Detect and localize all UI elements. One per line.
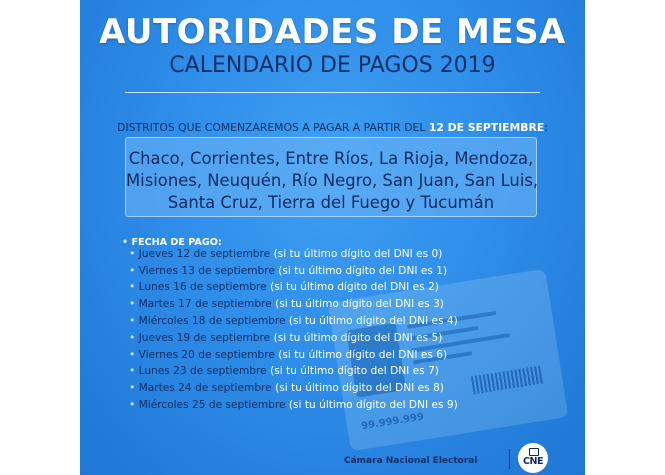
card-number: 99.999.999 (360, 411, 425, 433)
bullet: • (129, 315, 136, 327)
poster-title: AUTORIDADES DE MESA (99, 12, 566, 52)
intro-text (80, 121, 585, 134)
intro-lead: DISTRITOS QUE COMENZAREMOS A PAGAR A PARTIR DEL (117, 121, 429, 134)
schedule-note: (si tu último dígito del DNI es 7) (270, 365, 439, 377)
schedule-row (129, 263, 447, 279)
payment-date-text: FECHA DE PAGO: (131, 237, 222, 248)
divider (125, 92, 540, 93)
schedule-day: Martes 17 de septiembre (138, 298, 272, 310)
schedule-note: (si tu último dígito del DNI es 2) (270, 281, 439, 293)
ballot-box-icon (529, 448, 539, 456)
bullet: • (129, 281, 136, 293)
schedule-note: (si tu último dígito del DNI es 5) (273, 332, 443, 344)
poster (80, 0, 585, 475)
footer-organization: Cámara Nacional Electoral (344, 456, 478, 466)
schedule-note: (si tu último dígito del DNI es 3) (275, 298, 444, 310)
bullet: • (129, 248, 136, 260)
provinces-line: Santa Cruz, Tierra del Fuego y Tucumán (167, 193, 495, 212)
provinces-box (125, 137, 537, 217)
schedule-day: Lunes 16 de septiembre (138, 281, 267, 293)
schedule-day: Viernes 20 de septiembre (138, 349, 275, 361)
schedule-day: Viernes 13 de septiembre (138, 265, 275, 277)
logo-text: CNE (523, 456, 543, 467)
schedule-row (129, 296, 444, 312)
schedule-note: (si tu último dígito del DNI es 8) (275, 382, 444, 394)
schedule-row (129, 347, 447, 363)
schedule-row (129, 380, 444, 396)
intro-date: 12 DE SEPTIEMBRE (428, 121, 545, 134)
schedule-row (129, 330, 442, 346)
schedule-row (129, 397, 458, 413)
schedule-note: (si tu último dígito del DNI es 6) (278, 349, 448, 361)
bullet: • (122, 237, 129, 248)
schedule-day: Lunes 23 de septiembre (138, 365, 267, 377)
bullet: • (129, 298, 136, 310)
schedule-row (129, 246, 442, 262)
schedule-row (129, 313, 458, 329)
bullet: • (129, 349, 136, 361)
schedule-day: Jueves 12 de septiembre (138, 248, 271, 260)
bullet: • (129, 365, 136, 377)
schedule-row (129, 363, 439, 379)
schedule-day: Miércoles 25 de septiembre (138, 399, 286, 411)
card-barcode (471, 366, 543, 395)
cne-logo (518, 443, 548, 473)
provinces-line: Chaco, Corrientes, Entre Ríos, La Rioja, Mendoza, (128, 149, 534, 168)
bullet: • (129, 382, 136, 394)
intro-suffix: : (544, 121, 548, 134)
schedule-note: (si tu último dígito del DNI es 0) (273, 248, 443, 260)
bullet: • (129, 399, 136, 411)
provinces-line: Misiones, Neuquén, Río Negro, San Juan, San Luis, (126, 171, 539, 190)
schedule-day: Martes 24 de septiembre (138, 382, 272, 394)
schedule-note: (si tu último dígito del DNI es 4) (288, 315, 458, 327)
poster-subtitle: CALENDARIO DE PAGOS 2019 (169, 53, 496, 78)
schedule-note: (si tu último dígito del DNI es 9) (288, 399, 458, 411)
bullet: • (129, 332, 136, 344)
bullet: • (129, 265, 136, 277)
footer-divider (509, 449, 510, 469)
schedule-day: Miércoles 18 de septiembre (138, 315, 286, 327)
schedule-day: Jueves 19 de septiembre (138, 332, 271, 344)
schedule-row (129, 279, 439, 295)
schedule-note: (si tu último dígito del DNI es 1) (278, 265, 448, 277)
